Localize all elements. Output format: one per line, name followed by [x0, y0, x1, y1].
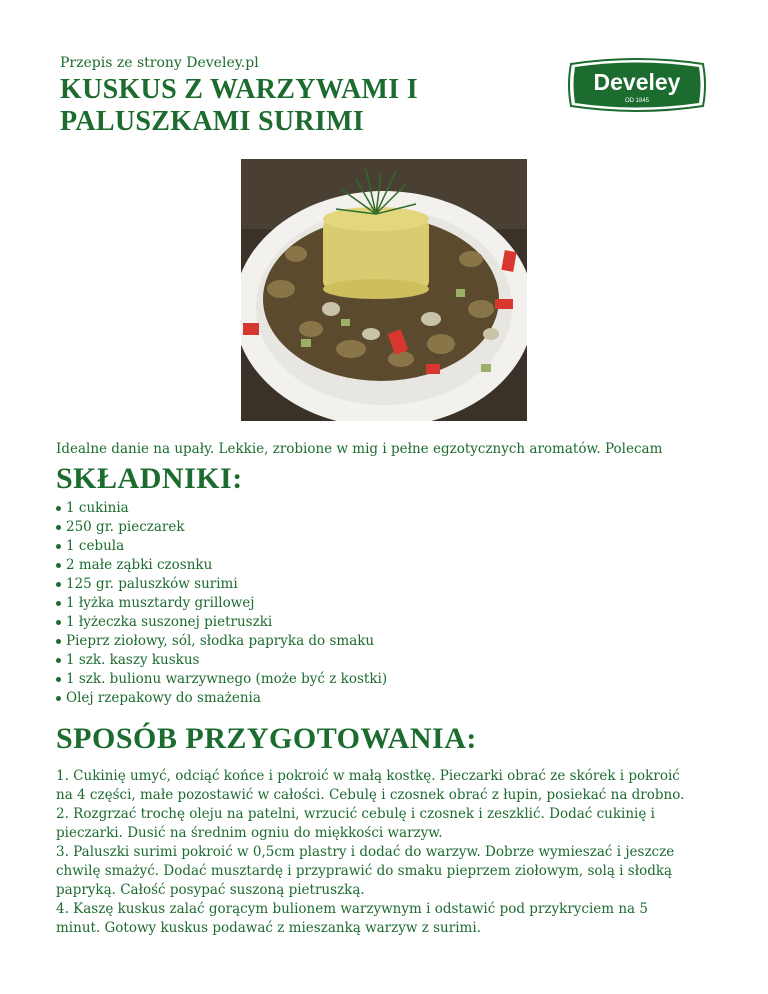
- logo-since: OD 1845: [624, 98, 650, 104]
- list-item: 1 cebula: [56, 537, 387, 556]
- ingredients-list: [56, 499, 387, 708]
- bullet-icon: [56, 525, 61, 530]
- bullet-icon: [56, 639, 61, 644]
- step-line: 3. Paluszki surimi pokroić w 0,5cm plastry i dodać do warzyw. Dobrze wymieszać i jeszcze: [56, 844, 675, 860]
- bullet-icon: [56, 620, 61, 625]
- preparation-heading: SPOSÓB PRZYGOTOWANIA:: [56, 722, 477, 755]
- bullet-icon: [56, 677, 61, 682]
- step-line: 4. Kaszę kuskus zalać gorącym bulionem warzywnym i odstawić pod przykryciem na 5: [56, 901, 648, 917]
- step-line: 2. Rozgrzać trochę oleju na patelni, wrzucić cebulę i czosnek i zeszklić. Dodać cukinię i: [56, 806, 655, 822]
- list-item: Olej rzepakowy do smażenia: [56, 689, 387, 708]
- list-item: 2 małe ząbki czosnku: [56, 556, 387, 575]
- list-item: 1 łyżka musztardy grillowej: [56, 594, 387, 613]
- recipe-source: Przepis ze strony Develey.pl: [60, 55, 259, 71]
- bullet-icon: [56, 696, 61, 701]
- develey-logo: [565, 56, 709, 114]
- bullet-icon: [56, 544, 61, 549]
- step-line: chwilę smażyć. Dodać musztardę i przyprawić do smaku pieprzem ziołowym, solą i słodką: [56, 863, 673, 879]
- logo-wordmark: Develey: [593, 69, 681, 95]
- bullet-icon: [56, 658, 61, 663]
- list-item: 1 szk. bulionu warzywnego (może być z kostki): [56, 670, 387, 689]
- bullet-icon: [56, 582, 61, 587]
- step-line: papryką. Całość posypać suszoną pietruszką.: [56, 882, 365, 898]
- recipe-intro: Idealne danie na upały. Lekkie, zrobione w mig i pełne egzotycznych aromatów. Polecam: [56, 441, 663, 457]
- bullet-icon: [56, 563, 61, 568]
- preparation-steps: [56, 767, 716, 938]
- list-item: 1 cukinia: [56, 499, 387, 518]
- step-line: na 4 części, małe pozostawić w całości. Cebulę i czosnek obrać z łupin, posiekać na drobno.: [56, 787, 685, 803]
- list-item: 1 łyżeczka suszonej pietruszki: [56, 613, 387, 632]
- list-item: 250 gr. pieczarek: [56, 518, 387, 537]
- bullet-icon: [56, 506, 61, 511]
- list-item: 1 szk. kaszy kuskus: [56, 651, 387, 670]
- dish-photo: [241, 159, 527, 421]
- list-item: 125 gr. paluszków surimi: [56, 575, 387, 594]
- bullet-icon: [56, 601, 61, 606]
- step-line: pieczarki. Dusić na średnim ogniu do miękkości warzyw.: [56, 825, 443, 841]
- recipe-title: KUSKUS Z WARZYWAMI I PALUSZKAMI SURIMI: [60, 74, 418, 137]
- ingredients-heading: SKŁADNIKI:: [56, 462, 243, 495]
- step-line: minut. Gotowy kuskus podawać z mieszanką warzyw z surimi.: [56, 920, 481, 936]
- step-line: 1. Cukinię umyć, odciąć końce i pokroić w małą kostkę. Pieczarki obrać ze skórek i pokroić: [56, 768, 680, 784]
- list-item: Pieprz ziołowy, sól, słodka papryka do smaku: [56, 632, 387, 651]
